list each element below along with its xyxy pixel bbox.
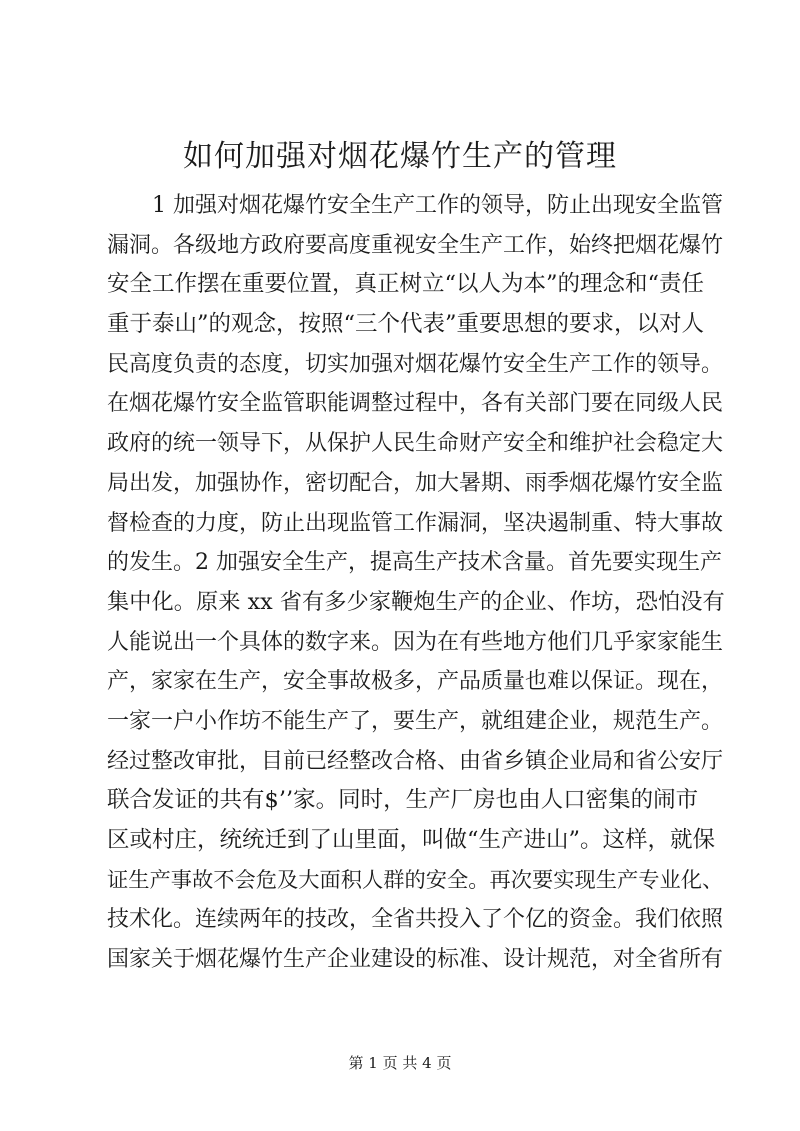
- paragraph-line: 人能说出一个具体的数字来。因为在有些地方他们几乎家家能生: [107, 629, 724, 655]
- document-body: [107, 186, 727, 980]
- paragraph-line: 经过整改审批，目前已经整改合格、由省乡镇企业局和省公安厅: [107, 748, 724, 774]
- page-number-footer: 第 1 页 共 4 页: [348, 1054, 452, 1072]
- paragraph-line: 国家关于烟花爆竹生产企业建设的标准、设计规范，对全省所有: [107, 947, 724, 973]
- paragraph-line: 1 加强对烟花爆竹安全生产工作的领导，防止出现安全监管: [152, 193, 723, 218]
- paragraph-line: 技术化。连续两年的技改，全省共投入了个亿的资金。我们依照: [107, 907, 724, 933]
- paragraph-line: 证生产事故不会危及大面积人群的安全。再次要实现生产专业化、: [107, 867, 724, 893]
- document-title: 如何加强对烟花爆竹生产的管理: [183, 139, 617, 174]
- paragraph-line: 安全工作摆在重要位置，真正树立“以人为本”的理念和“责任: [107, 271, 705, 298]
- paragraph-line: 重于泰山”的观念，按照“三个代表”重要思想的要求，以对人: [107, 311, 705, 338]
- paragraph-line: 政府的统一领导下，从保护人民生命财产安全和维护社会稳定大: [107, 431, 724, 457]
- paragraph-line: 局出发，加强协作，密切配合，加大暑期、雨季烟花爆竹安全监: [107, 470, 724, 496]
- paragraph-line: 区或村庄，统统迁到了山里面，叫做“生产进山”。这样，就保: [107, 827, 716, 853]
- paragraph-line: 漏洞。各级地方政府要高度重视安全生产工作，始终把烟花爆竹: [107, 232, 724, 258]
- paragraph-line: 产，家家在生产，安全事故极多，产品质量也难以保证。现在，: [107, 669, 724, 695]
- paragraph-line: 一家一户小作坊不能生产了，要生产，就组建企业，规范生产。: [107, 708, 724, 734]
- paragraph-line: 集中化。原来 xx 省有多少家鞭炮生产的企业、作坊，恐怕没有: [107, 588, 725, 615]
- paragraph-line: 在烟花爆竹安全监管职能调整过程中，各有关部门要在同级人民: [107, 391, 724, 417]
- paragraph-line: 的发生。2 加强安全生产，提高生产技术含量。首先要实现生产: [107, 550, 722, 576]
- paragraph-line: 督检查的力度，防止出现监管工作漏洞，坚决遏制重、特大事故: [107, 510, 724, 536]
- paragraph-line: 联合发证的共有$’’家。同时，生产厂房也由人口密集的闹市: [107, 787, 699, 814]
- paragraph-line: 民高度负责的态度，切实加强对烟花爆竹安全生产工作的领导。: [107, 351, 724, 377]
